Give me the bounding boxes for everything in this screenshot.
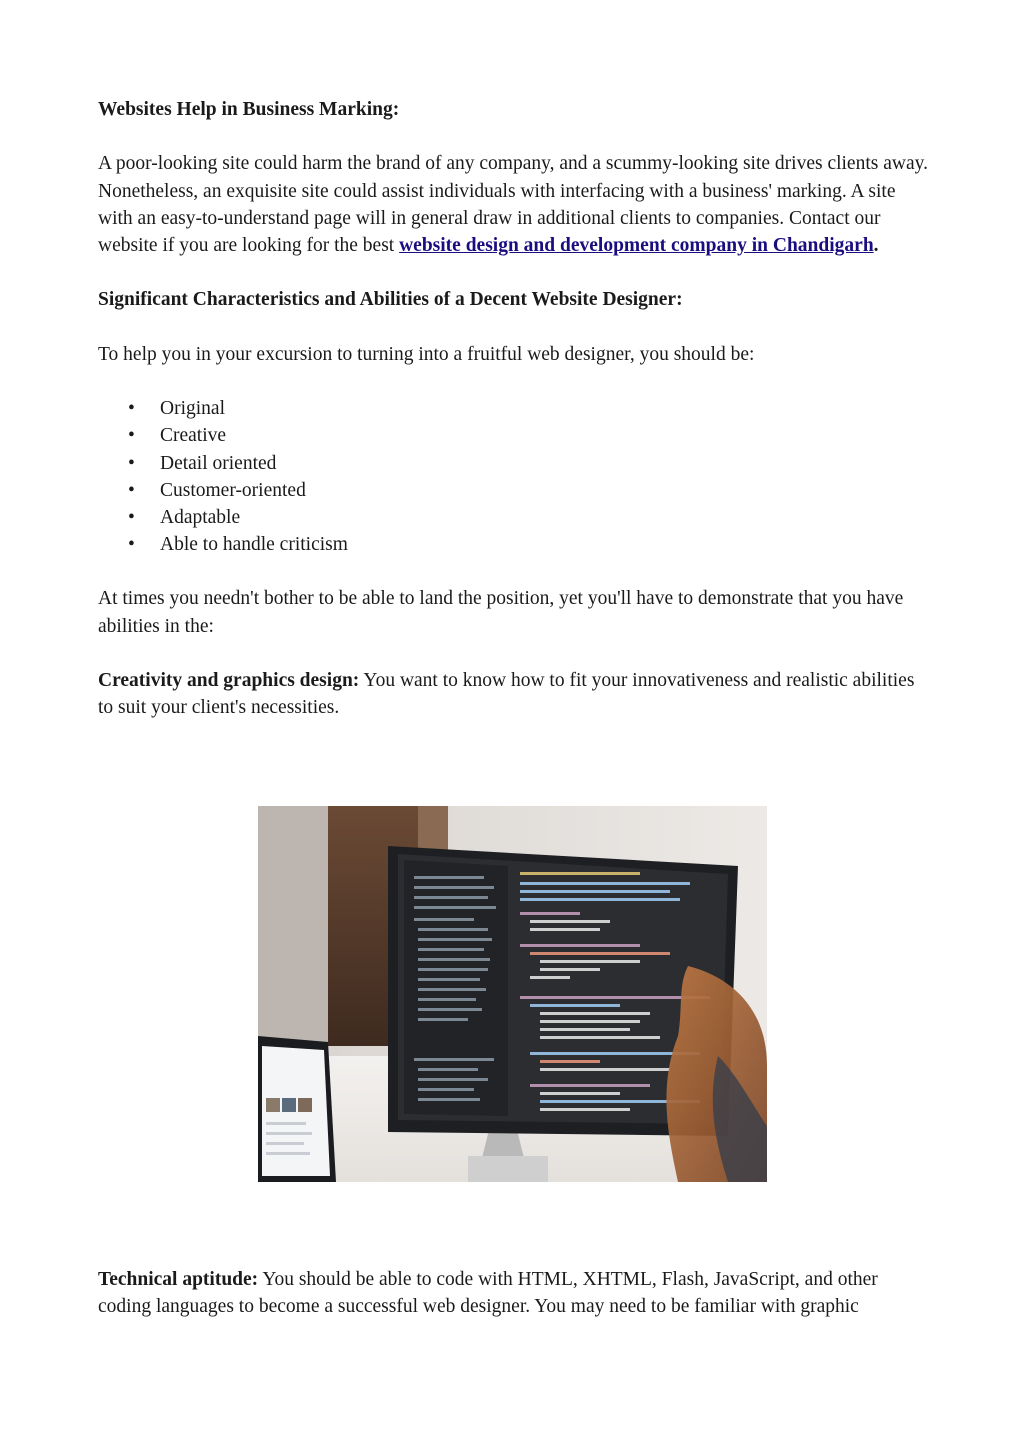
list-item xyxy=(98,531,928,558)
bullet-icon: • xyxy=(128,452,135,474)
list-item xyxy=(98,477,928,504)
bullet-icon: • xyxy=(128,398,135,420)
paragraph-text: A poor-looking site could harm the brand of any company, and a scummy-looking site drives clients away. Nonetheless, an exquisite site could assist individuals with interfacing with a business' marking. A site with an easy-to-understand page will in general draw in additional clients to companies. Contact our website if you are looking for the best xyxy=(98,153,928,256)
business-marking-paragraph xyxy=(98,150,928,259)
bullet-icon: • xyxy=(128,506,135,528)
website-design-company-link[interactable]: website design and development company in Chandigarh xyxy=(399,235,874,256)
trait-label: Able to handle criticism xyxy=(160,534,348,556)
list-item xyxy=(98,395,928,422)
section-heading-business-marking: Websites Help in Business Marking: xyxy=(98,99,400,120)
technical-text: You should be able to code with HTML, XHTML, Flash, JavaScript, and other coding languages to become a successful web designer. You may need to be familiar with graphic xyxy=(98,1269,878,1318)
traits-list xyxy=(98,395,928,558)
trait-label: Customer-oriented xyxy=(160,479,306,501)
designer-intro-text: To help you in your excursion to turning into a fruitful web designer, you should be: xyxy=(98,343,755,365)
list-item xyxy=(98,450,928,477)
technical-aptitude-section xyxy=(98,1266,928,1320)
list-item xyxy=(98,422,928,449)
trait-label: Creative xyxy=(160,425,227,447)
trait-label: Original xyxy=(160,398,225,420)
paragraph-period: . xyxy=(873,235,879,256)
bullet-icon: • xyxy=(128,534,135,556)
creativity-label: Creativity and graphics design: xyxy=(98,670,360,692)
bullet-icon: • xyxy=(128,479,135,501)
creativity-text: You want to know how to fit your innovativeness and realistic abilities to suit your client's necessities. xyxy=(98,670,915,719)
technical-label: Technical aptitude: xyxy=(98,1269,259,1290)
creativity-paragraph xyxy=(98,667,928,721)
list-item xyxy=(98,504,928,531)
abilities-intro-text: At times you needn't bother to be able to land the position, yet you'll have to demonstrate that you have abilities in the: xyxy=(98,588,904,637)
bullet-icon: • xyxy=(128,425,135,447)
developer-monitor-photo xyxy=(258,806,767,1182)
trait-label: Adaptable xyxy=(160,506,241,528)
trait-label: Detail oriented xyxy=(160,452,277,474)
technical-paragraph xyxy=(98,1266,928,1320)
photo-illustration xyxy=(258,806,767,1182)
document-body xyxy=(98,96,928,721)
section-heading-characteristics: Significant Characteristics and Abilities of a Decent Website Designer: xyxy=(98,289,683,311)
